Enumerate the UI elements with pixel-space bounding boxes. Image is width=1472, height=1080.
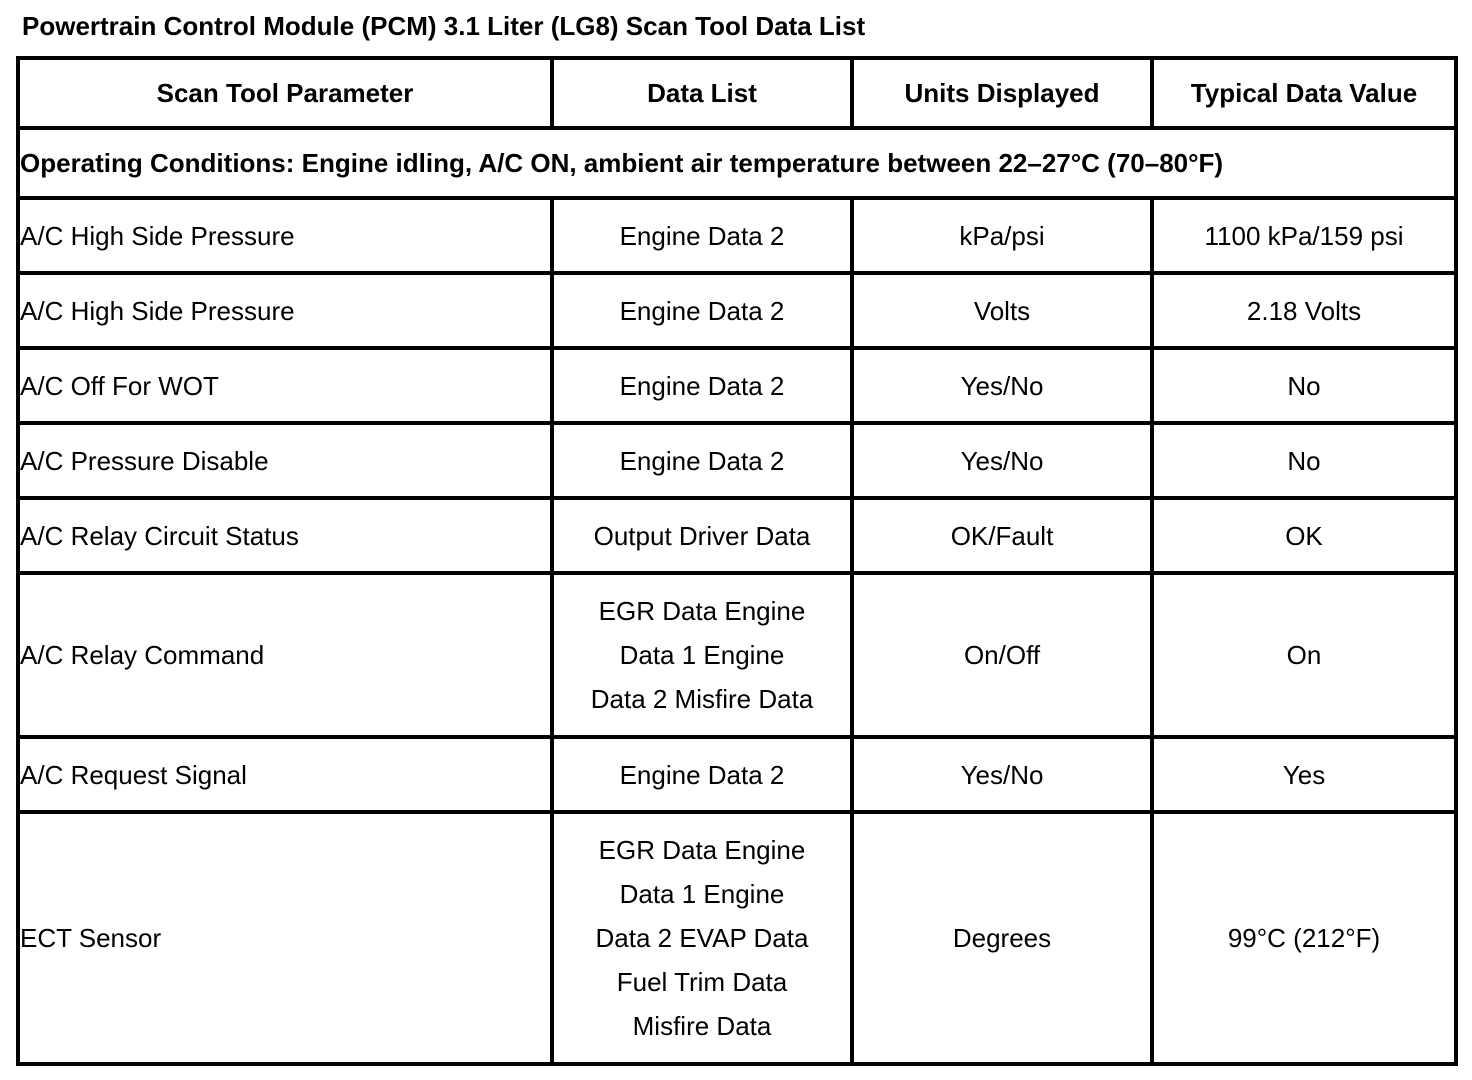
table-row bbox=[18, 737, 1456, 812]
operating-conditions: Operating Conditions: Engine idling, A/C ON, ambient air temperature between 22–27°C (70–80°F) bbox=[18, 128, 1456, 198]
units-cell: Yes/No bbox=[852, 737, 1152, 812]
scan-tool-data-table bbox=[16, 56, 1458, 1066]
parameter-cell: ECT Sensor bbox=[18, 812, 552, 1064]
data-list-cell bbox=[552, 737, 852, 812]
data-list-cell bbox=[552, 348, 852, 423]
value-cell: No bbox=[1152, 348, 1456, 423]
header-typical-data-value: Typical Data Value bbox=[1152, 58, 1456, 128]
units-cell: Degrees bbox=[852, 812, 1152, 1064]
table-row bbox=[18, 423, 1456, 498]
parameter-cell: A/C Pressure Disable bbox=[18, 423, 552, 498]
units-cell: Volts bbox=[852, 273, 1152, 348]
data-list-line: Output Driver Data bbox=[593, 520, 811, 551]
value-cell: 1100 kPa/159 psi bbox=[1152, 198, 1456, 273]
data-list-line: Engine Data 2 bbox=[619, 759, 785, 790]
table-row bbox=[18, 812, 1456, 1064]
data-list-line: Engine Data 2 bbox=[619, 445, 785, 476]
parameter-cell: A/C High Side Pressure bbox=[18, 273, 552, 348]
data-list-line: Fuel Trim Data bbox=[616, 967, 788, 997]
data-list-cell bbox=[552, 812, 852, 1064]
table-row bbox=[18, 573, 1456, 737]
parameter-cell: A/C Relay Circuit Status bbox=[18, 498, 552, 573]
data-list-line: Data 2 EVAP Data bbox=[595, 923, 809, 953]
data-list-line: Misfire Data bbox=[632, 1011, 772, 1041]
header-scan-tool-parameter: Scan Tool Parameter bbox=[18, 58, 552, 128]
header-data-list: Data List bbox=[552, 58, 852, 128]
value-cell: 2.18 Volts bbox=[1152, 273, 1456, 348]
data-list-cell bbox=[552, 423, 852, 498]
value-cell: Yes bbox=[1152, 737, 1456, 812]
table-row bbox=[18, 498, 1456, 573]
header-units-displayed: Units Displayed bbox=[852, 58, 1152, 128]
value-cell: OK bbox=[1152, 498, 1456, 573]
conditions-row bbox=[18, 128, 1456, 198]
parameter-cell: A/C Off For WOT bbox=[18, 348, 552, 423]
units-cell: Yes/No bbox=[852, 423, 1152, 498]
document-title: Powertrain Control Module (PCM) 3.1 Liter (LG8) Scan Tool Data List bbox=[22, 11, 866, 41]
data-list-cell bbox=[552, 273, 852, 348]
value-cell: 99°C (212°F) bbox=[1152, 812, 1456, 1064]
data-list-line: Engine Data 2 bbox=[619, 295, 785, 326]
data-list-line: Engine Data 2 bbox=[619, 220, 785, 251]
data-list-line: Data 1 Engine bbox=[619, 640, 785, 670]
value-cell: On bbox=[1152, 573, 1456, 737]
data-list-line: Data 2 Misfire Data bbox=[590, 684, 814, 714]
data-list-line: EGR Data Engine bbox=[598, 835, 806, 865]
parameter-cell: A/C Relay Command bbox=[18, 573, 552, 737]
data-list-line: EGR Data Engine bbox=[598, 596, 806, 626]
data-list-cell bbox=[552, 198, 852, 273]
value-cell: No bbox=[1152, 423, 1456, 498]
header-row bbox=[18, 58, 1456, 128]
data-list-line: Data 1 Engine bbox=[619, 879, 785, 909]
data-list-cell bbox=[552, 573, 852, 737]
parameter-cell: A/C High Side Pressure bbox=[18, 198, 552, 273]
units-cell: OK/Fault bbox=[852, 498, 1152, 573]
units-cell: On/Off bbox=[852, 573, 1152, 737]
table-row bbox=[18, 273, 1456, 348]
units-cell: Yes/No bbox=[852, 348, 1152, 423]
data-list-cell bbox=[552, 498, 852, 573]
parameter-cell: A/C Request Signal bbox=[18, 737, 552, 812]
table-row bbox=[18, 198, 1456, 273]
units-cell: kPa/psi bbox=[852, 198, 1152, 273]
data-list-line: Engine Data 2 bbox=[619, 370, 785, 401]
table-row bbox=[18, 348, 1456, 423]
